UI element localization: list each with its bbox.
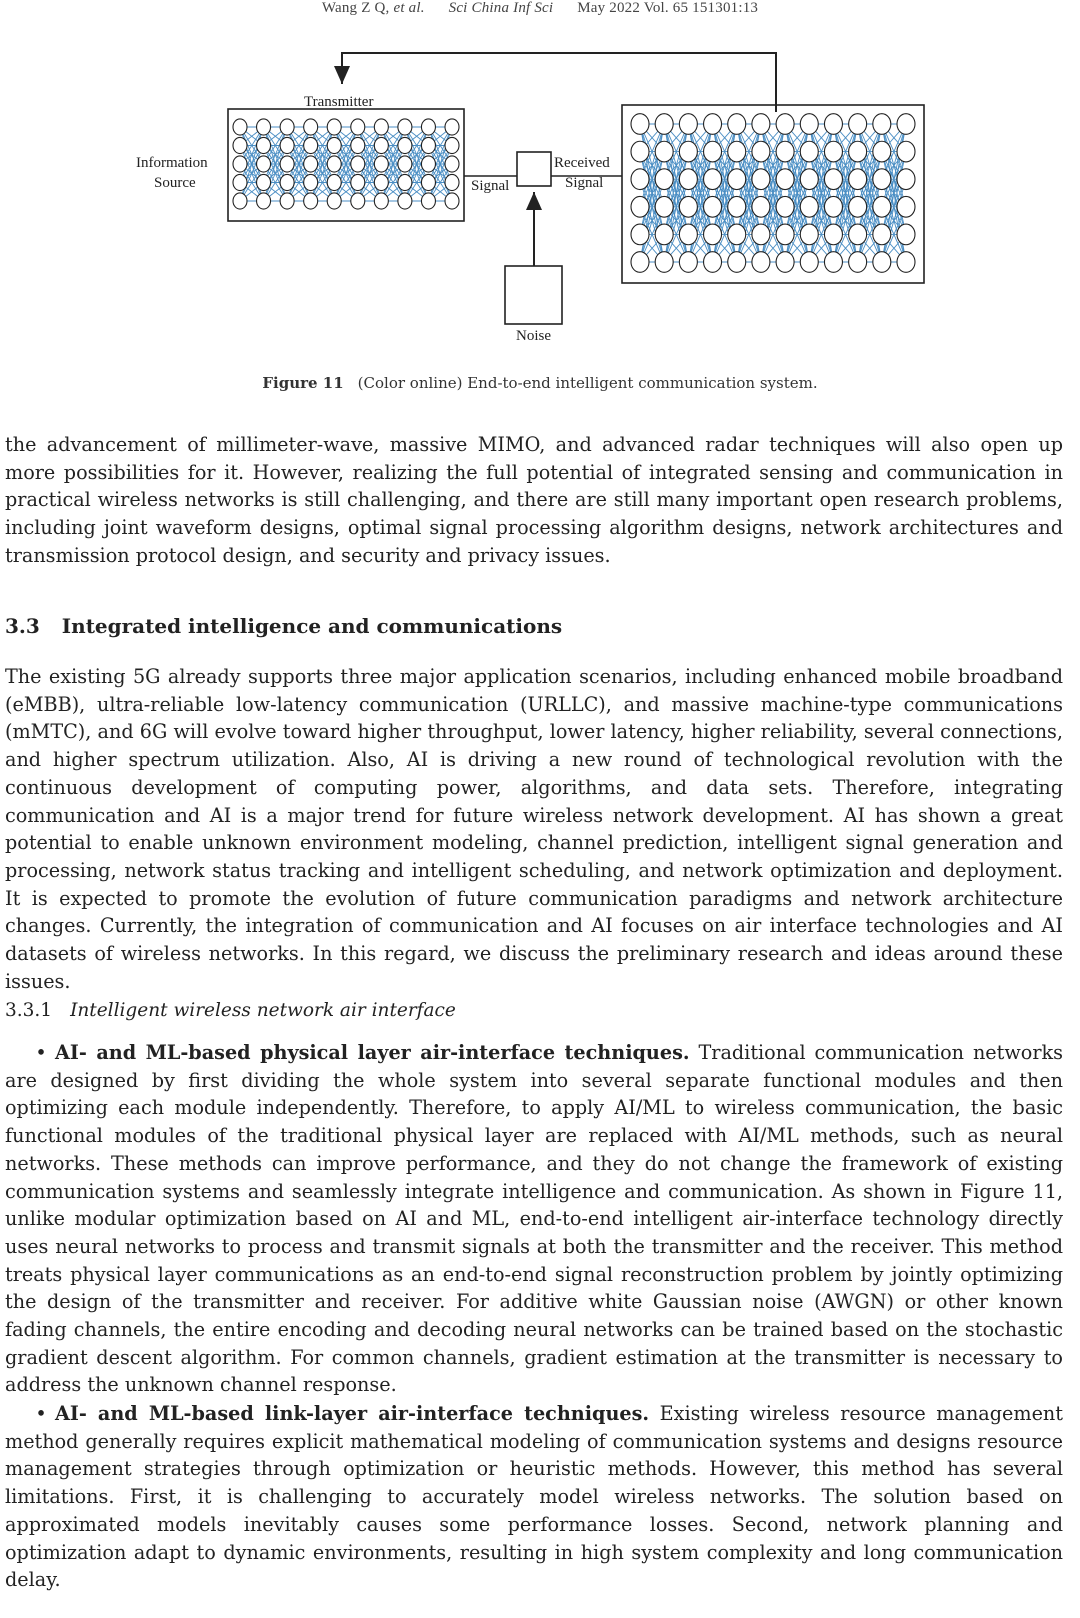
network-neuron <box>873 224 891 245</box>
bullet-title: AI- and ML-based physical layer air-interface techniques. <box>55 1041 690 1064</box>
channel-box <box>517 152 551 186</box>
network-neuron <box>800 196 818 217</box>
network-neuron <box>421 156 435 172</box>
network-neuron <box>304 119 318 135</box>
network-neuron <box>233 156 247 172</box>
bullet-icon: • <box>35 1041 47 1064</box>
network-neuron <box>374 156 388 172</box>
network-neuron <box>327 156 341 172</box>
network-neuron <box>631 196 649 217</box>
network-neuron <box>897 169 915 190</box>
network-neuron <box>631 252 649 273</box>
network-neuron <box>849 252 867 273</box>
caption-text: (Color online) End-to-end intelligent communication system. <box>357 374 818 392</box>
bullet-link-layer <box>5 1400 1063 1594</box>
network-neuron <box>849 224 867 245</box>
network-neuron <box>655 114 673 135</box>
network-neuron <box>679 141 697 162</box>
network-neuron <box>873 114 891 135</box>
network-neuron <box>679 196 697 217</box>
label-noise: Noise <box>516 328 551 344</box>
label-source: Source <box>154 175 196 191</box>
network-neuron <box>398 156 412 172</box>
network-neuron <box>704 114 722 135</box>
network-neuron <box>421 193 435 209</box>
network-neuron <box>776 141 794 162</box>
label-received: Received <box>554 155 610 171</box>
section-number: 3.3 <box>5 614 40 638</box>
feedback-arrow <box>342 53 776 112</box>
network-neuron <box>398 174 412 190</box>
bullet-icon: • <box>35 1402 47 1425</box>
network-neuron <box>257 174 271 190</box>
network-neuron <box>655 252 673 273</box>
network-neuron <box>800 224 818 245</box>
network-neuron <box>374 137 388 153</box>
network-neuron <box>421 137 435 153</box>
network-neuron <box>679 169 697 190</box>
network-neuron <box>304 174 318 190</box>
network-neuron <box>897 114 915 135</box>
network-neuron <box>257 137 271 153</box>
network-neuron <box>776 224 794 245</box>
network-neuron <box>776 252 794 273</box>
network-neuron <box>351 156 365 172</box>
network-neuron <box>728 252 746 273</box>
network-neuron <box>752 141 770 162</box>
network-neuron <box>679 224 697 245</box>
network-neuron <box>849 114 867 135</box>
header-authors: Wang Z Q, et al. <box>321 0 425 16</box>
network-neuron <box>824 252 842 273</box>
network-neuron <box>233 193 247 209</box>
network-neuron <box>280 137 294 153</box>
network-neuron <box>897 224 915 245</box>
network-neuron <box>421 174 435 190</box>
network-neuron <box>897 252 915 273</box>
network-neuron <box>800 252 818 273</box>
network-neuron <box>679 114 697 135</box>
network-neuron <box>849 169 867 190</box>
network-neuron <box>327 193 341 209</box>
network-neuron <box>776 169 794 190</box>
network-neuron <box>280 119 294 135</box>
network-neuron <box>631 224 649 245</box>
label-signal: Signal <box>471 178 510 194</box>
subsection-title: Intelligent wireless network air interface <box>70 1000 456 1021</box>
network-neuron <box>374 119 388 135</box>
network-neuron <box>398 137 412 153</box>
network-neuron <box>728 169 746 190</box>
network-neuron <box>752 114 770 135</box>
network-neuron <box>824 196 842 217</box>
network-neuron <box>704 196 722 217</box>
network-neuron <box>631 141 649 162</box>
network-neuron <box>897 141 915 162</box>
network-neuron <box>351 137 365 153</box>
network-neuron <box>897 196 915 217</box>
network-neuron <box>704 252 722 273</box>
network-neuron <box>327 174 341 190</box>
network-neuron <box>445 193 459 209</box>
transmitter-neural-network <box>233 119 459 209</box>
section-heading <box>5 614 562 638</box>
network-neuron <box>800 169 818 190</box>
bullet-physical-layer <box>5 1039 1063 1399</box>
network-neuron <box>824 169 842 190</box>
noise-box <box>505 266 562 324</box>
network-neuron <box>704 141 722 162</box>
network-neuron <box>849 141 867 162</box>
network-neuron <box>824 141 842 162</box>
network-neuron <box>421 119 435 135</box>
network-neuron <box>824 224 842 245</box>
network-neuron <box>398 119 412 135</box>
network-neuron <box>728 114 746 135</box>
network-neuron <box>398 193 412 209</box>
network-neuron <box>824 114 842 135</box>
subsection-heading <box>5 1000 456 1021</box>
network-neuron <box>704 224 722 245</box>
network-neuron <box>257 119 271 135</box>
paragraph-intro-ai: The existing 5G already supports three major application scenarios, including enhanced mobile broadband (eMBB), ultra-reliable low-latency communication (URLLC), and massive machine-type communications (mMTC), and 6G will evolve toward higher throughput, lower latency, higher reliability, several connections, and higher spectrum utilization. Also, AI is driving a new round of technological revolution with the continuous development of computing power, algorithms, and data sets. Therefore, integrating communication and AI is a major trend for future wireless network development. AI has shown a great potential to enable unknown environment modeling, channel prediction, intelligent signal generation and processing, network status tracking and intelligent scheduling, and network optimization and deployment. It is expected to promote the evolution of future communication paradigms and network architecture changes. Currently, the integration of communication and AI focuses on air interface technologies and AI datasets of wireless networks. In this regard, we discuss the preliminary research and ideas around these issues. <box>5 665 1063 993</box>
network-neuron <box>374 193 388 209</box>
network-neuron <box>257 156 271 172</box>
network-neuron <box>873 252 891 273</box>
network-neuron <box>752 196 770 217</box>
network-neuron <box>351 119 365 135</box>
network-neuron <box>233 119 247 135</box>
network-neuron <box>445 137 459 153</box>
network-neuron <box>351 174 365 190</box>
network-neuron <box>631 114 649 135</box>
network-neuron <box>728 141 746 162</box>
network-neuron <box>776 196 794 217</box>
network-neuron <box>374 174 388 190</box>
network-neuron <box>873 196 891 217</box>
label-received-signal: Signal <box>565 175 604 191</box>
network-neuron <box>631 169 649 190</box>
network-neuron <box>800 141 818 162</box>
bullet-text: Traditional communication networks are designed by first dividing the whole system into several separate functional modules and then optimizing each module independently. Therefore, to apply AI/ML to wireless communication, the basic functional modules of the traditional physical layer are replaced with AI/ML methods, such as neural networks. These methods can improve performance, and they do not change the framework of existing communication systems and seamlessly integrate intelligence and communication. As shown in Figure 11, unlike modular optimization based on AI and ML, end-to-end intelligent air-interface technology directly uses neural networks to process and transmit signals at both the transmitter and the receiver. This method treats physical layer communications as an end-to-end signal reconstruction problem by jointly optimizing the design of the transmitter and receiver. For additive white Gaussian noise (AWGN) or other known fading channels, the entire encoding and decoding neural networks can be trained based on the stochastic gradient descent algorithm. For common channels, gradient estimation at the transmitter is necessary to address the unknown channel response. <box>5 1041 1063 1397</box>
network-neuron <box>704 169 722 190</box>
network-neuron <box>728 196 746 217</box>
network-neuron <box>655 141 673 162</box>
network-neuron <box>655 224 673 245</box>
network-neuron <box>445 156 459 172</box>
network-neuron <box>280 193 294 209</box>
network-neuron <box>327 137 341 153</box>
bullet-text: Existing wireless resource management method generally requires explicit mathematical modeling of communication systems and designs resource management strategies through optimization or heuristic methods. However, this method has several limitations. First, it is challenging to accurately model wireless networks. The solution based on approximated models inevitably causes some performance losses. Second, network planning and optimization adapt to dynamic environments, resulting in high system complexity and long communication delay. <box>5 1402 1063 1592</box>
network-neuron <box>728 224 746 245</box>
network-neuron <box>233 137 247 153</box>
network-neuron <box>776 114 794 135</box>
header-journal: Sci China Inf Sci <box>448 0 554 16</box>
section-title: Integrated intelligence and communications <box>61 614 563 638</box>
figure-11-diagram <box>0 40 1080 360</box>
figure-caption <box>0 374 1080 392</box>
network-neuron <box>752 252 770 273</box>
network-neuron <box>752 224 770 245</box>
paragraph-isac-conclusion: the advancement of millimeter-wave, massive MIMO, and advanced radar techniques will also open up more possibilities for it. However, realizing the full potential of integrated sensing and communication in practical wireless networks is still challenging, and there are still many important open research problems, including joint waveform designs, optimal signal processing algorithm designs, network architectures and transmission protocol design, and security and privacy issues. <box>5 433 1063 567</box>
network-neuron <box>655 196 673 217</box>
running-header <box>0 0 1080 17</box>
receiver-neural-network <box>631 114 915 273</box>
header-issue: May 2022 Vol. 65 151301:13 <box>577 0 759 16</box>
network-neuron <box>873 141 891 162</box>
subsection-number: 3.3.1 <box>5 1000 53 1021</box>
network-neuron <box>445 119 459 135</box>
network-neuron <box>280 174 294 190</box>
network-neuron <box>304 193 318 209</box>
network-neuron <box>752 169 770 190</box>
network-neuron <box>257 193 271 209</box>
network-neuron <box>873 169 891 190</box>
label-information: Information <box>136 155 208 171</box>
network-neuron <box>327 119 341 135</box>
network-neuron <box>280 156 294 172</box>
network-neuron <box>304 137 318 153</box>
network-neuron <box>445 174 459 190</box>
network-neuron <box>849 196 867 217</box>
network-neuron <box>304 156 318 172</box>
network-neuron <box>800 114 818 135</box>
bullet-title: AI- and ML-based link-layer air-interface techniques. <box>55 1402 650 1425</box>
network-neuron <box>351 193 365 209</box>
caption-label: Figure 11 <box>262 374 344 392</box>
label-transmitter: Transmitter <box>304 94 374 110</box>
network-neuron <box>679 252 697 273</box>
network-neuron <box>655 169 673 190</box>
network-neuron <box>233 174 247 190</box>
